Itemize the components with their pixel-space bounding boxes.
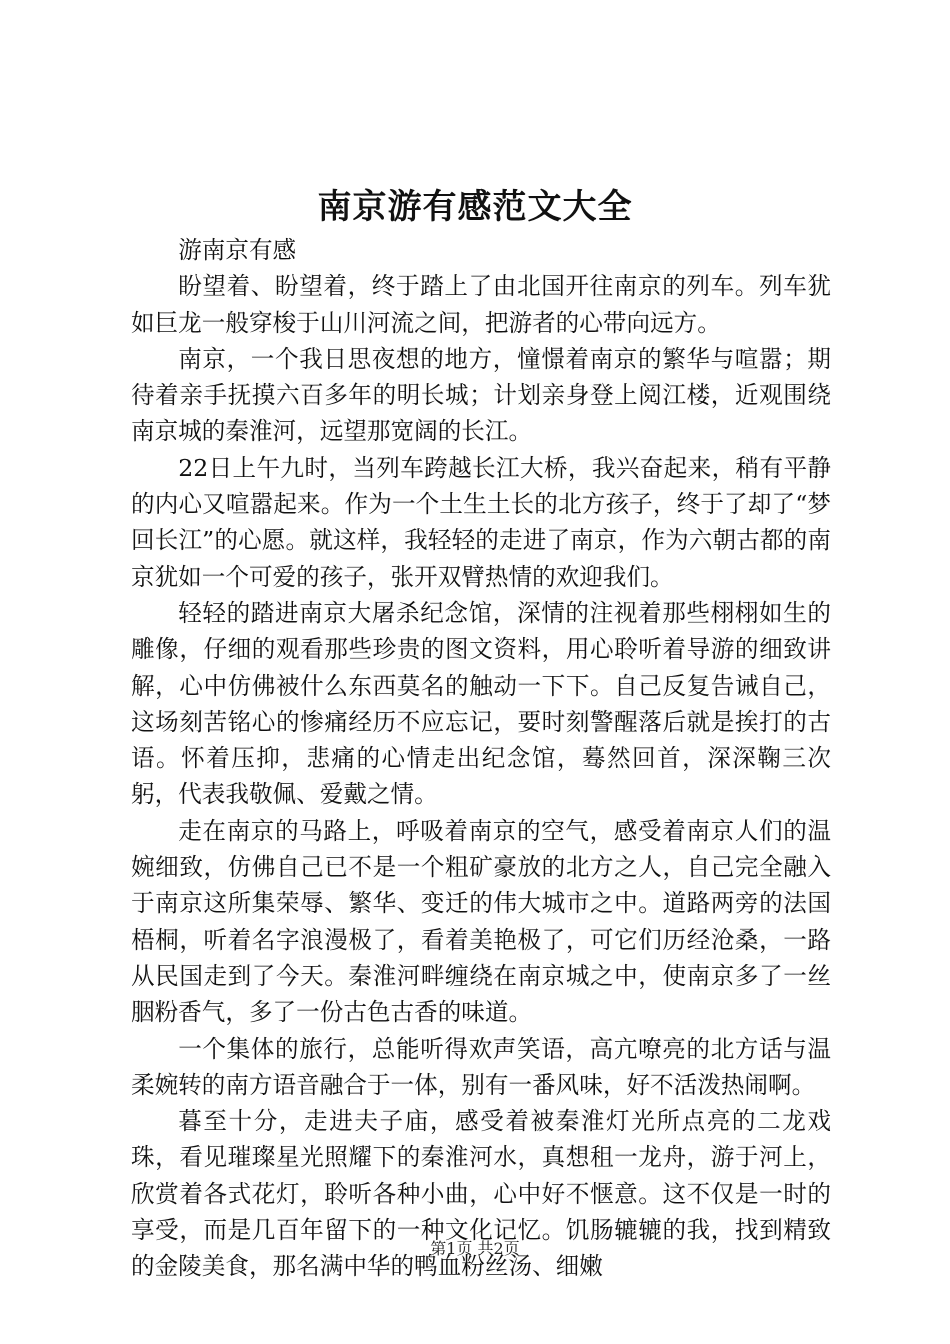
paragraph: 南京，一个我日思夜想的地方，憧憬着南京的繁华与喧嚣；期待着亲手抚摸六百多年的明长城；计划亲身登上阅江楼，近观围绕南京城的秦淮河，远望那宽阔的长江。 (131, 344, 831, 446)
document-body (131, 232, 831, 1285)
page-number-footer: 第1页 共2页 (430, 1239, 520, 1258)
paragraph: 轻轻的踏进南京大屠杀纪念馆，深情的注视着那些栩栩如生的雕像，仔细的观看那些珍贵的图文资料，用心聆听着导游的细致讲解，心中仿佛被什么东西莫名的触动一下下。自己反复告诫自己，这场刻苦铭心的惨痛经历不应忘记，要时刻警醒落后就是挨打的古语。怀着压抑，悲痛的心情走出纪念馆，蓦然回首，深深鞠三次躬，代表我敬佩、爱戴之情。 (131, 598, 831, 809)
document-subtitle: 游南京有感 (178, 236, 297, 264)
document-title: 南京游有感范文大全 (317, 187, 633, 227)
paragraph: 一个集体的旅行，总能听得欢声笑语，高亢嘹亮的北方话与温柔婉转的南方语音融合于一体，别有一番风味，好不活泼热闹啊。 (131, 1034, 831, 1099)
paragraph: 22日上午九时，当列车跨越长江大桥，我兴奋起来，稍有平静的内心又喧嚣起来。作为一个土生土长的北方孩子，终于了却了“梦回长江”的心愿。就这样，我轻轻的走进了南京，作为六朝古都的南京犹如一个可爱的孩子，张开双臂热情的欢迎我们。 (131, 453, 831, 591)
paragraph: 暮至十分，走进夫子庙，感受着被秦淮灯光所点亮的二龙戏珠，看见璀璨星光照耀下的秦淮河水，真想租一龙舟，游于河上，欣赏着各式花灯，聆听各种小曲，心中好不惬意。这不仅是一时的享受，而是几百年留下的一种文化记忆。饥肠辘辘的我，找到精致的金陵美食，那名满中华的鸭血粉丝汤、细嫩 (131, 1107, 831, 1281)
paragraph: 走在南京的马路上，呼吸着南京的空气，感受着南京人们的温婉细致，仿佛自己已不是一个粗矿豪放的北方之人，自己完全融入于南京这所集荣辱、繁华、变迁的伟大城市之中。道路两旁的法国梧桐，听着名字浪漫极了，看着美艳极了，可它们历经沧桑，一路从民国走到了今天。秦淮河畔缠绕在南京城之中，使南京多了一丝胭粉香气，多了一份古色古香的味道。 (131, 816, 831, 1027)
paragraph: 盼望着、盼望着，终于踏上了由北国开往南京的列车。列车犹如巨龙一般穿梭于山川河流之间，把游者的心带向远方。 (131, 272, 831, 337)
